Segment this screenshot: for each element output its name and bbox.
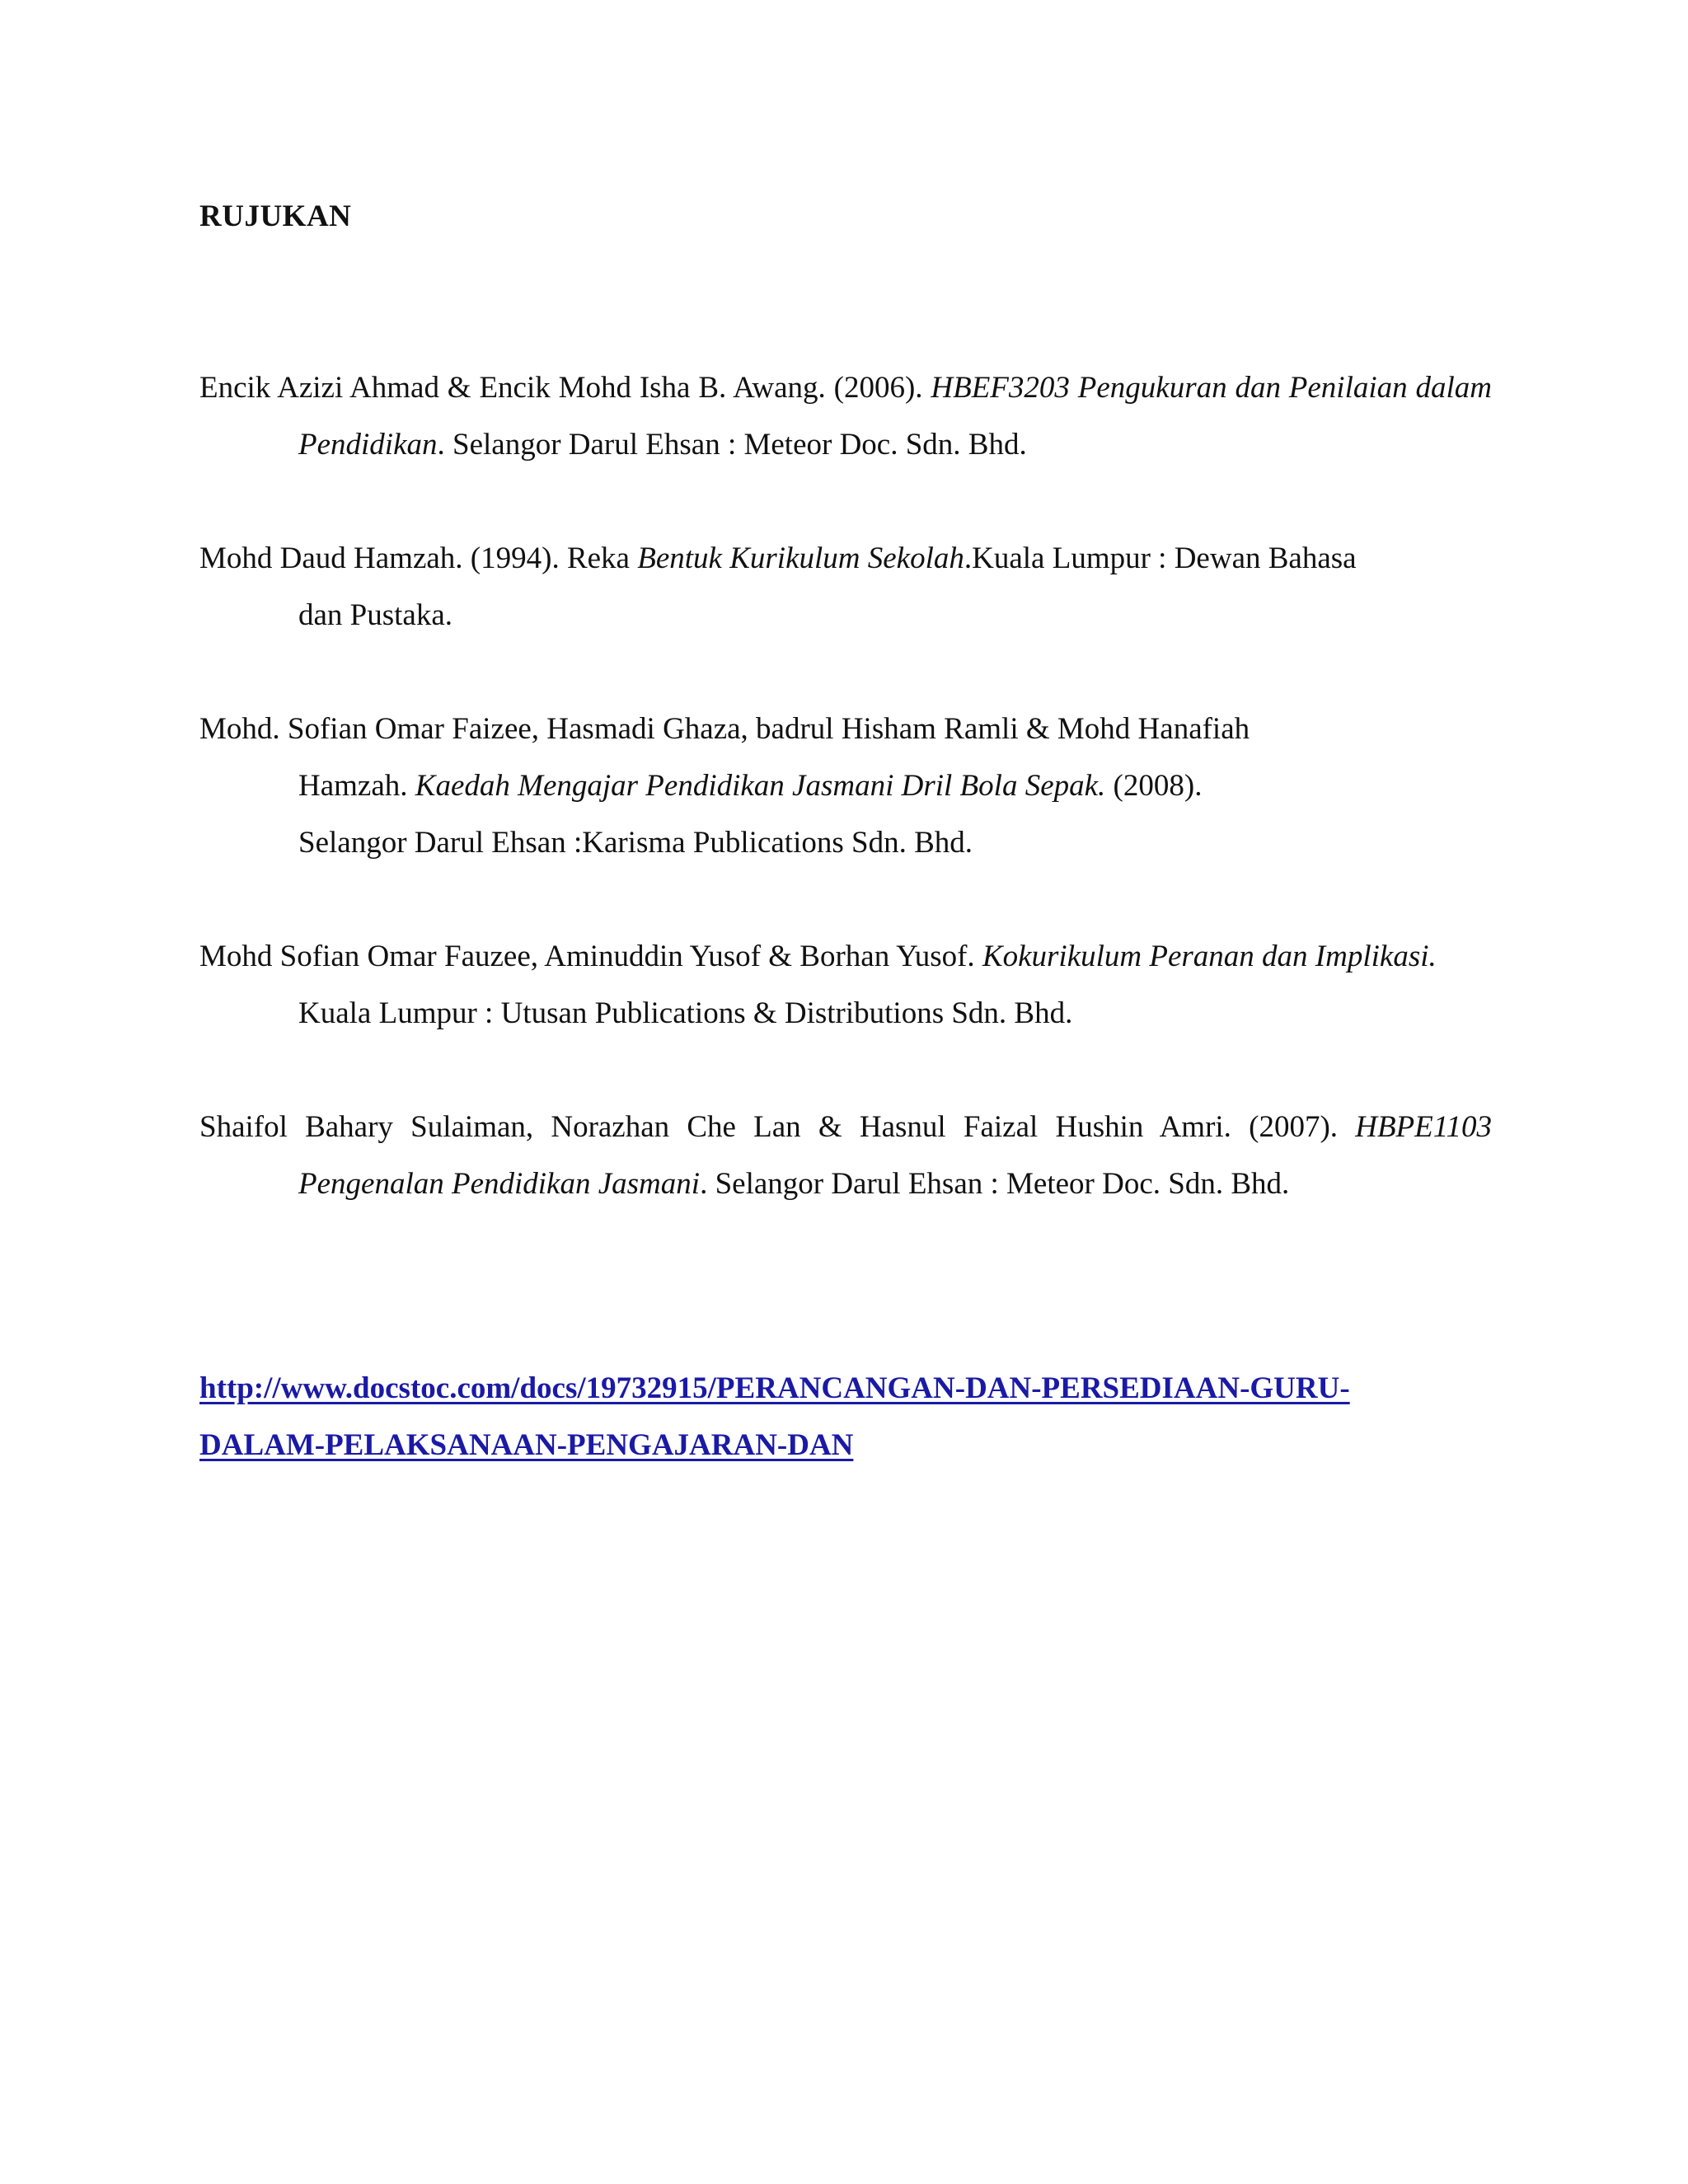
reference-item [199, 359, 1492, 473]
reference-title: HBEF3203 Pengukuran dan Penilaian dalam Pendidikan [298, 371, 1492, 462]
reference-authors: Encik Azizi Ahmad & Encik Mohd Isha B. Awang. (2006). [199, 371, 931, 405]
reference-item [199, 928, 1492, 1042]
reference-title: Kaedah Mengajar Pendidikan Jasmani Dril Bola Sepak. [415, 769, 1106, 803]
reference-authors: Mohd Sofian Omar Fauzee, Aminuddin Yusof & Borhan Yusof. [199, 940, 982, 973]
reference-publisher: . Selangor Darul Ehsan : Meteor Doc. Sdn. Bhd. [700, 1167, 1290, 1201]
reference-title: HBPE1103 Pengenalan Pendidikan Jasmani [298, 1110, 1492, 1201]
reference-publisher: . Selangor Darul Ehsan : Meteor Doc. Sdn. Bhd. [437, 428, 1027, 462]
reference-authors: Mohd Daud Hamzah. (1994). Reka [199, 541, 638, 575]
reference-publisher: (2008). Selangor Darul Ehsan :Karisma Publications Sdn. Bhd. [298, 769, 1203, 860]
reference-publisher: .Kuala Lumpur : Dewan Bahasa dan Pustaka. [298, 541, 1357, 632]
reference-item [199, 1099, 1492, 1212]
url-line-2[interactable]: DALAM-PELAKSANAAN-PENGAJARAN-DAN [199, 1428, 854, 1462]
reference-publisher: Kuala Lumpur : Utusan Publications & Distributions Sdn. Bhd. [298, 996, 1073, 1030]
reference-item [199, 701, 1492, 871]
reference-list [199, 359, 1492, 1269]
reference-title: Bentuk Kurikulum Sekolah [637, 541, 964, 575]
reference-title: Kokurikulum Peranan dan Implikasi. [982, 940, 1437, 973]
page-title: RUJUKAN [199, 199, 352, 233]
url-line-1[interactable]: http://www.docstoc.com/docs/19732915/PERANCANGAN-DAN-PERSEDIAAN-GURU- [199, 1371, 1350, 1405]
reference-authors: Shaifol Bahary Sulaiman, Norazhan Che Lan & Hasnul Faizal Hushin Amri. (2007). [199, 1110, 1356, 1144]
reference-url-link[interactable] [199, 1360, 1535, 1474]
reference-item [199, 530, 1492, 644]
reference-authors: Mohd. Sofian Omar Faizee, Hasmadi Ghaza, badrul Hisham Ramli & Mohd Hanafiah Hamzah. [199, 712, 1250, 803]
